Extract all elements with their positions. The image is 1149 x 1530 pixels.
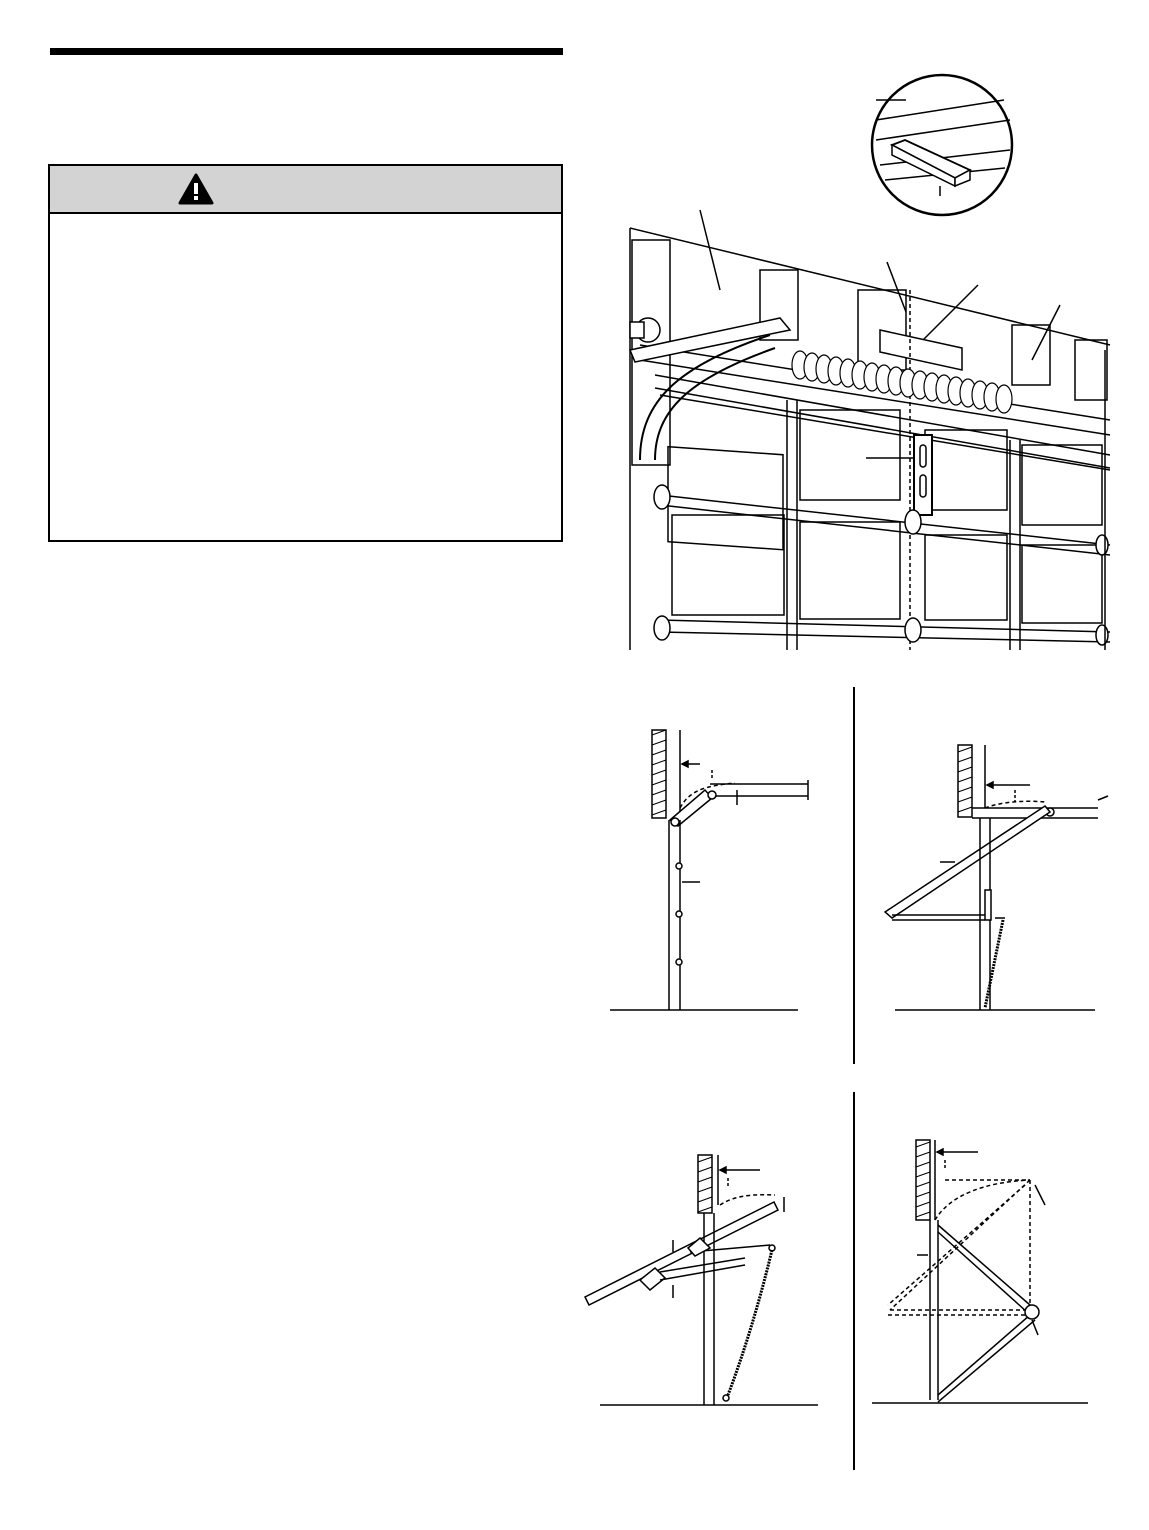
warning-header <box>50 166 561 214</box>
warning-triangle-icon <box>178 173 214 205</box>
one-piece-door-jamb-diagram <box>582 1150 822 1420</box>
figure-divider <box>853 1092 855 1470</box>
warning-body <box>50 214 561 540</box>
warning-box <box>48 164 563 542</box>
garage-door-illustration <box>600 60 1115 655</box>
sectional-door-diagram <box>605 725 815 1015</box>
section-header-rule <box>50 48 563 55</box>
figure-divider <box>853 687 855 1064</box>
one-piece-door-pivot-diagram <box>870 1135 1095 1410</box>
one-piece-door-track-diagram <box>882 740 1110 1015</box>
